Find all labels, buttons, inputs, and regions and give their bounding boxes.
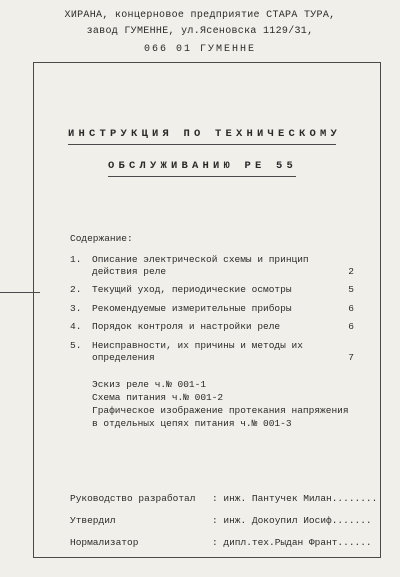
- header-line-3: 066 01 ГУМЕННЕ: [143, 44, 256, 55]
- toc-item-page: 6: [348, 321, 354, 332]
- toc-item-number: 5.: [70, 340, 82, 351]
- title-underline-1: [68, 144, 336, 145]
- signature-role: Руководство разработал: [70, 493, 196, 504]
- signature-name: : инж. Докоупил Иосиф.......: [212, 515, 372, 526]
- appendix-line-1: Эскиз реле ч.№ 001-1: [92, 379, 207, 390]
- signature-name: : инж. Пантучек Милан........: [212, 493, 378, 504]
- toc-item-title: Рекомендуемые измерительные приборы: [92, 303, 292, 314]
- toc-item-title: Текущий уход, периодические осмотры: [92, 284, 292, 295]
- toc-heading: Содержание:: [70, 233, 133, 244]
- toc-item-title: Порядок контроля и настройки реле: [92, 321, 281, 332]
- appendix-line-3: Графическое изображение протекания напряжения: [92, 405, 349, 416]
- toc-item-page: 7: [348, 352, 354, 363]
- title-underline-2: [108, 176, 296, 177]
- toc-item-page: 5: [348, 284, 354, 295]
- title-line-1: ИНСТРУКЦИЯ ПО ТЕХНИЧЕСКОМУ: [68, 128, 342, 140]
- toc-item-title: Описание электрической схемы и принцип: [92, 254, 309, 265]
- header-line-1: ХИРАНА, концерновое предприятие СТАРА ТУРА,: [64, 10, 336, 21]
- toc-item-title-cont: действия реле: [92, 266, 167, 277]
- toc-item-number: 3.: [70, 303, 82, 314]
- toc-item-page: 2: [348, 266, 354, 277]
- toc-item-page: 6: [348, 303, 354, 314]
- toc-item-number: 1.: [70, 254, 82, 265]
- header-line-2: завод ГУМЕННЕ, ул.Ясеновска 1129/31,: [86, 26, 314, 37]
- toc-item-title: Неисправности, их причины и методы их: [92, 340, 303, 351]
- appendix-line-4: в отдельных цепях питания ч.№ 001-3: [92, 418, 292, 429]
- toc-item-title-cont: определения: [92, 352, 155, 363]
- signature-role: Утвердил: [70, 515, 116, 526]
- signature-name: : дипл.тех.Рыдан Франт......: [212, 537, 372, 548]
- signature-role: Нормализатор: [70, 537, 139, 548]
- title-line-2: ОБСЛУЖИВАНИЮ РЕ 55: [108, 160, 298, 172]
- margin-mark: [0, 292, 40, 293]
- appendix-line-2: Схема питания ч.№ 001-2: [92, 392, 224, 403]
- toc-item-number: 4.: [70, 321, 82, 332]
- toc-item-number: 2.: [70, 284, 82, 295]
